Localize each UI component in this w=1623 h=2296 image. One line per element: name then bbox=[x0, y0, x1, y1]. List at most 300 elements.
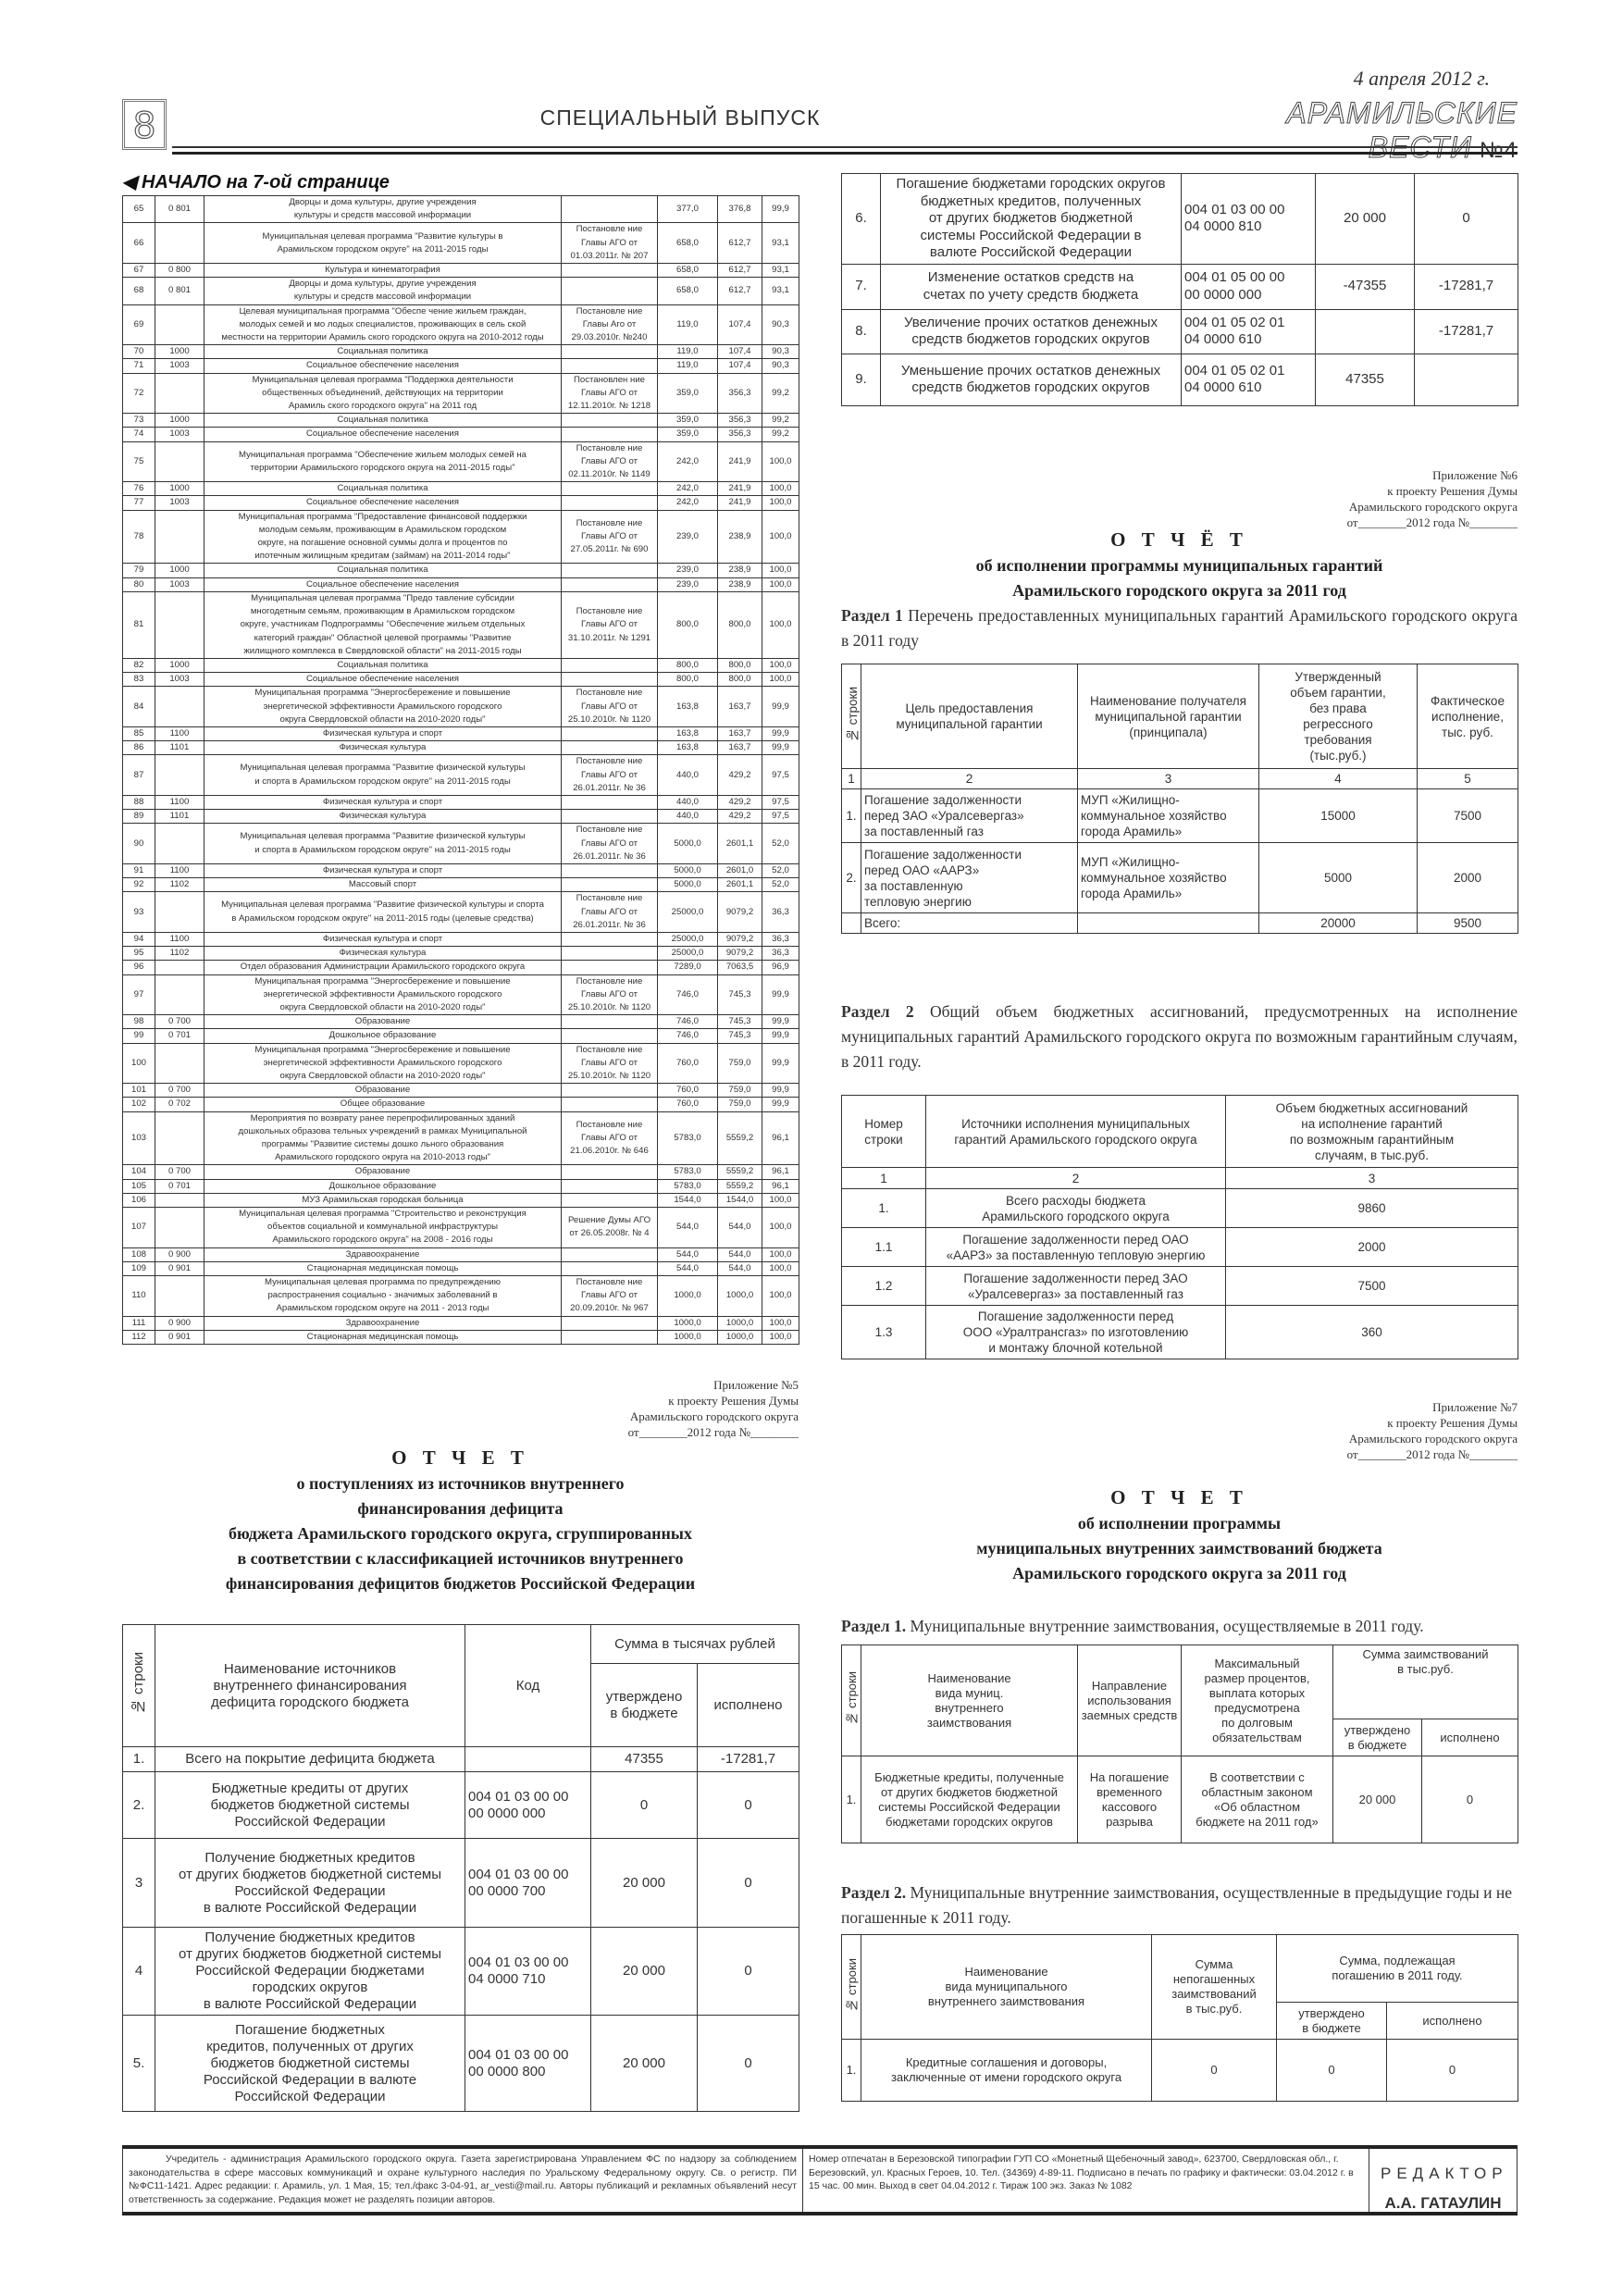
table-cell: Постановле ние Главы АГО от 26.01.2011г. № 36 bbox=[562, 892, 658, 933]
table-cell: 20 000 bbox=[1316, 174, 1415, 265]
table-cell bbox=[155, 591, 204, 658]
table-cell: 746,0 bbox=[658, 1015, 718, 1029]
table-cell: 100,0 bbox=[762, 564, 799, 577]
table-cell: 1. bbox=[842, 2040, 861, 2102]
table-cell bbox=[155, 974, 204, 1015]
table-cell: 5000 bbox=[1259, 843, 1418, 913]
table-cell: -17281,7 bbox=[698, 1747, 799, 1772]
table-cell: Физическая культура bbox=[204, 947, 562, 961]
table-cell: 0 bbox=[1277, 2040, 1387, 2102]
table-cell: 2000 bbox=[1418, 843, 1518, 913]
table-cell: Уменьшение прочих остатков денежных средств бюджетов городских округов bbox=[881, 354, 1182, 405]
section-label: Раздел 1. bbox=[841, 1617, 907, 1635]
table-cell: Дворцы и дома культуры, другие учреждения культуры и средств массовой информации bbox=[204, 278, 562, 304]
table-cell: 1003 bbox=[155, 428, 204, 441]
table-cell bbox=[155, 1276, 204, 1317]
table-cell: Муниципальная целевая программа "Строительство и реконструкция объектов социальной и коммунальной инфраструктуры Арамильского городского округа" на 2008 - 2016 годы bbox=[204, 1208, 562, 1248]
table-cell: Постановле ние Главы Аго от 29.03.2010г. №240 bbox=[562, 304, 658, 345]
expenditure-row bbox=[123, 932, 799, 946]
header-row-no: Номер строки bbox=[842, 1096, 926, 1168]
header-code: Код bbox=[465, 1625, 591, 1747]
table-cell: 109 bbox=[123, 1261, 155, 1275]
guarantee-row bbox=[842, 843, 1518, 913]
table-cell: 1000,0 bbox=[658, 1330, 718, 1344]
section-label: Раздел 2. bbox=[841, 1883, 907, 1902]
table-cell: Постановле ние Главы АГО от 21.06.2010г. № 646 bbox=[562, 1111, 658, 1165]
header-direction: Направление использования заемных средств bbox=[1078, 1645, 1182, 1756]
table-cell: 1003 bbox=[155, 359, 204, 373]
table-cell: 1000,0 bbox=[658, 1316, 718, 1330]
table-cell: 72 bbox=[123, 373, 155, 414]
table-cell: 0 bbox=[1387, 2040, 1518, 2102]
table-cell: 119,0 bbox=[658, 345, 718, 359]
table-cell: Социальная политика bbox=[204, 345, 562, 359]
table-cell: 612,7 bbox=[718, 264, 762, 278]
table-cell: 356,3 bbox=[718, 428, 762, 441]
table-cell: 238,9 bbox=[718, 564, 762, 577]
table-cell: Увеличение прочих остатков денежных средств бюджетов городских округов bbox=[881, 309, 1182, 354]
expenditure-row bbox=[123, 892, 799, 933]
table-cell: Получение бюджетных кредитов от других бюджетов бюджетной системы Российской Федерации в валюте Российской Федерации bbox=[155, 1839, 465, 1928]
table-cell: 242,0 bbox=[658, 482, 718, 496]
guarantee-row bbox=[842, 789, 1518, 843]
table-cell: 1000 bbox=[155, 658, 204, 672]
table-cell: 5559,2 bbox=[718, 1179, 762, 1193]
table-cell: МУП «Жилищно- коммунальное хозяйство города Арамиль» bbox=[1078, 789, 1259, 843]
table-cell: 99,9 bbox=[762, 1098, 799, 1111]
borrowings-section2-text bbox=[841, 1880, 1518, 1930]
header-executed: исполнено bbox=[1422, 1719, 1518, 1756]
table-cell: 7289,0 bbox=[658, 961, 718, 974]
table-cell: 47355 bbox=[591, 1747, 698, 1772]
expenditure-row bbox=[123, 591, 799, 658]
table-cell: 95 bbox=[123, 947, 155, 961]
table-cell: 0 801 bbox=[155, 278, 204, 304]
table-cell: 99,9 bbox=[762, 1043, 799, 1084]
table-cell: 241,9 bbox=[718, 496, 762, 510]
table-cell: Муниципальная программа "Энергосбережение и повышение энергетической эффективности Арамильского городского округа Свердловской области на 2010-2020 годы" bbox=[204, 687, 562, 727]
table-cell bbox=[562, 1261, 658, 1275]
table-cell: Решение Думы АГО от 26.05.2008г. № 4 bbox=[562, 1208, 658, 1248]
table-cell: 119,0 bbox=[658, 304, 718, 345]
table-cell: 238,9 bbox=[718, 577, 762, 591]
appendix-line: от________2012 года №________ bbox=[1346, 515, 1518, 529]
table-cell: Дошкольное образование bbox=[204, 1029, 562, 1043]
table-cell: 89 bbox=[123, 810, 155, 824]
borrowings-section1-text bbox=[841, 1614, 1518, 1639]
editor-label: РЕДАКТОР bbox=[1381, 2165, 1508, 2182]
table-cell: 544,0 bbox=[658, 1208, 718, 1248]
table-cell: 52,0 bbox=[762, 878, 799, 892]
table-cell: Муниципальная программа "Предоставление финансовой поддержки молодым семьям, проживающим в Арамильском городском округе, на погашение основной суммы долга и процентов по ипотечным жилищным кредитам (займам) на 2011-2014 годы" bbox=[204, 510, 562, 564]
expenditure-row bbox=[123, 577, 799, 591]
table-cell: 5783,0 bbox=[658, 1165, 718, 1179]
table-cell: 100,0 bbox=[762, 591, 799, 658]
table-cell: 0 700 bbox=[155, 1015, 204, 1029]
expenditure-row bbox=[123, 482, 799, 496]
table-cell: 90,3 bbox=[762, 345, 799, 359]
table-cell: 90,3 bbox=[762, 304, 799, 345]
table-cell: 97,5 bbox=[762, 755, 799, 796]
expenditure-row bbox=[123, 564, 799, 577]
table-cell: 5000,0 bbox=[658, 878, 718, 892]
table-cell bbox=[562, 1316, 658, 1330]
expenditure-row bbox=[123, 278, 799, 304]
expenditure-row bbox=[123, 428, 799, 441]
table-cell: 0 bbox=[591, 1772, 698, 1839]
table-cell: 100,0 bbox=[762, 658, 799, 672]
table-cell: 239,0 bbox=[658, 510, 718, 564]
table-cell: 800,0 bbox=[718, 658, 762, 672]
table-cell: 004 01 05 02 01 04 0000 610 bbox=[1182, 309, 1316, 354]
table-cell: 91 bbox=[123, 863, 155, 877]
table-cell bbox=[562, 726, 658, 740]
table-cell: 800,0 bbox=[658, 591, 718, 658]
table-cell: 107,4 bbox=[718, 359, 762, 373]
report-subtitle: в соответствии с классификацией источников внутреннего bbox=[237, 1549, 684, 1568]
header-actual: Фактическое исполнение, тыс. руб. bbox=[1418, 664, 1518, 769]
table-cell: 88 bbox=[123, 795, 155, 809]
table-cell: 103 bbox=[123, 1111, 155, 1165]
table-cell: На погашение временного кассового разрыва bbox=[1078, 1756, 1182, 1843]
table-cell: 759,0 bbox=[718, 1043, 762, 1084]
table-cell: 004 01 03 00 00 00 0000 800 bbox=[465, 2016, 591, 2112]
table-cell: 004 01 03 00 00 04 0000 710 bbox=[465, 1928, 591, 2016]
table-cell: Изменение остатков средств на счетах по учету средств бюджета bbox=[881, 264, 1182, 309]
table-cell: 1100 bbox=[155, 726, 204, 740]
table-cell: 5559,2 bbox=[718, 1165, 762, 1179]
table-cell: 544,0 bbox=[718, 1247, 762, 1261]
expenditure-row bbox=[123, 974, 799, 1015]
table-cell: Муниципальная программа "Энергосбережение и повышение энергетической эффективности Арамильского городского округа Свердловской области на 2010-2020 годы" bbox=[204, 974, 562, 1015]
table-cell: 004 01 05 00 00 00 0000 000 bbox=[1182, 264, 1316, 309]
appropriation-row bbox=[842, 1189, 1518, 1228]
table-cell: 1000 bbox=[155, 345, 204, 359]
table-cell: 0 702 bbox=[155, 1098, 204, 1111]
deficit-row bbox=[842, 264, 1518, 309]
col-number: 1 bbox=[842, 1168, 926, 1189]
table-cell bbox=[155, 824, 204, 864]
section-text: Муниципальные внутренние заимствования, осуществленные в предыдущие годы и не погашенные к 2011 году. bbox=[841, 1883, 1513, 1927]
table-cell: Социальное обеспечение населения bbox=[204, 673, 562, 687]
table-cell: 107 bbox=[123, 1208, 155, 1248]
table-cell: 99 bbox=[123, 1029, 155, 1043]
issue-date: 4 апреля 2012 г. bbox=[1353, 67, 1490, 90]
table-cell: 2601,0 bbox=[718, 863, 762, 877]
table-cell bbox=[155, 892, 204, 933]
header-row-no: № строки bbox=[842, 664, 861, 769]
table-cell: 96,9 bbox=[762, 961, 799, 974]
table-cell: 658,0 bbox=[658, 264, 718, 278]
expenditure-row bbox=[123, 1111, 799, 1165]
appendix5-note bbox=[481, 1377, 799, 1440]
table-cell: 239,0 bbox=[658, 564, 718, 577]
guarantees-section1-text bbox=[841, 603, 1518, 653]
newspaper-name: АРАМИЛЬСКИЕ ВЕСТИ bbox=[1286, 96, 1518, 164]
table-cell: 2. bbox=[123, 1772, 155, 1839]
header-row-no: № строки bbox=[842, 1645, 861, 1756]
table-cell: 86 bbox=[123, 741, 155, 755]
table-cell bbox=[562, 863, 658, 877]
table-cell: 1100 bbox=[155, 795, 204, 809]
table-cell: 111 bbox=[123, 1316, 155, 1330]
header-executed: исполнено bbox=[1387, 2003, 1518, 2040]
table-cell: 544,0 bbox=[658, 1247, 718, 1261]
table-cell: 96,1 bbox=[762, 1179, 799, 1193]
expenditure-row bbox=[123, 1193, 799, 1207]
table-cell: 7. bbox=[842, 264, 881, 309]
publisher-info: Учредитель - администрация Арамильского городского округа. Газета зарегистрирована Управлением ФС по надзору за соблюдением законодательства в сфере массовых коммуникаций и охране культурного наследия по Уральскому Федеральному округу. Св. о регистр. ПИ №ФС11-1421. Адрес редакции: г. Арамиль, ул. 1 Мая, 15; тел./факс 3-04-91, ar_vesti@mail.ru. Авторы публикаций и рекламных объявлений несут ответственность за содержание. Редакция может не разделять позиции авторов. bbox=[122, 2149, 803, 2212]
table-cell: 99,9 bbox=[762, 196, 799, 223]
table-cell: 7063,5 bbox=[718, 961, 762, 974]
table-cell: Физическая культура и спорт bbox=[204, 932, 562, 946]
deficit-row bbox=[123, 1747, 799, 1772]
table-cell: 36,3 bbox=[762, 932, 799, 946]
table-cell: 0 bbox=[698, 1772, 799, 1839]
appendix-line: Арамильского городского округа bbox=[629, 1409, 799, 1423]
table-cell bbox=[562, 658, 658, 672]
expenditure-row bbox=[123, 304, 799, 345]
table-cell: Постановле ние Главы АГО от 26.01.2011г. № 36 bbox=[562, 824, 658, 864]
table-cell: Всего расходы бюджета Арамильского городского округа bbox=[926, 1189, 1226, 1228]
col-number: 3 bbox=[1226, 1168, 1518, 1189]
table-cell bbox=[1316, 309, 1415, 354]
table-cell: 760,0 bbox=[658, 1084, 718, 1098]
table-cell: Социальная политика bbox=[204, 564, 562, 577]
table-cell: 0 700 bbox=[155, 1084, 204, 1098]
table-cell: 119,0 bbox=[658, 359, 718, 373]
table-cell: 99,9 bbox=[762, 1029, 799, 1043]
table-cell: 107,4 bbox=[718, 304, 762, 345]
table-cell bbox=[1078, 913, 1259, 934]
table-cell: 99,9 bbox=[762, 1015, 799, 1029]
table-cell: 106 bbox=[123, 1193, 155, 1207]
table-cell: 81 bbox=[123, 591, 155, 658]
table-cell: 429,2 bbox=[718, 755, 762, 796]
table-cell: 544,0 bbox=[718, 1261, 762, 1275]
table-cell: Погашение задолженности перед ОАО «ААРЗ» за поставленную тепловую энергию bbox=[926, 1228, 1226, 1267]
expenditure-row bbox=[123, 1029, 799, 1043]
table-cell bbox=[562, 264, 658, 278]
col-number: 4 bbox=[1259, 769, 1418, 789]
col-number: 5 bbox=[1418, 769, 1518, 789]
table-cell: 69 bbox=[123, 304, 155, 345]
table-cell: 612,7 bbox=[718, 278, 762, 304]
table-cell: Образование bbox=[204, 1165, 562, 1179]
table-cell: 4 bbox=[123, 1928, 155, 2016]
table-cell: 73 bbox=[123, 414, 155, 428]
deficit-row bbox=[123, 1928, 799, 2016]
table-cell: Муниципальная целевая программа "Предо тавление субсидии многодетным семьям, проживающим в Арамильском городском округе, участникам Подпрограммы "Обеспечение жильем отдельных категорий граждан" Областной целевой программы "Развитие жилищного комплекса в Свердловской области" на 2011-2015 годы bbox=[204, 591, 562, 658]
table-cell: 1003 bbox=[155, 577, 204, 591]
table-cell: 3 bbox=[123, 1839, 155, 1928]
table-cell bbox=[155, 755, 204, 796]
table-cell: Постановле ние Главы АГО от 31.10.2011г. № 1291 bbox=[562, 591, 658, 658]
expenditure-row bbox=[123, 264, 799, 278]
table-cell: 1100 bbox=[155, 863, 204, 877]
section-text: Муниципальные внутренние заимствования, осуществляемые в 2011 году. bbox=[906, 1617, 1424, 1635]
table-cell: 77 bbox=[123, 496, 155, 510]
expenditure-row bbox=[123, 1165, 799, 1179]
expenditure-row bbox=[123, 1015, 799, 1029]
appropriation-row bbox=[842, 1228, 1518, 1267]
table-cell bbox=[562, 741, 658, 755]
header-approved: утверждено в бюджете bbox=[1333, 1719, 1422, 1756]
table-cell: -17281,7 bbox=[1415, 264, 1518, 309]
table-cell: 20 000 bbox=[591, 1928, 698, 2016]
table-cell bbox=[562, 428, 658, 441]
table-cell: 100,0 bbox=[762, 1330, 799, 1344]
header-name: Наименование вида муниц. внутреннего заимствования bbox=[861, 1645, 1078, 1756]
table-cell: 100,0 bbox=[762, 510, 799, 564]
table-cell bbox=[562, 496, 658, 510]
header-executed: исполнено bbox=[698, 1664, 799, 1747]
table-cell: 658,0 bbox=[658, 223, 718, 264]
table-cell: 87 bbox=[123, 755, 155, 796]
header-sum: Сумма в тысячах рублей bbox=[591, 1625, 799, 1664]
expenditure-row bbox=[123, 741, 799, 755]
table-cell: 98 bbox=[123, 1015, 155, 1029]
table-cell: Мероприятия по возврату ранее перепрофилированных зданий дошкольных образова тельных учреждений в рамках Муниципальной программы "Развитие системы дошко льного образования Арамильского городского округа на 2010-2013 годы" bbox=[204, 1111, 562, 1165]
table-cell bbox=[155, 1111, 204, 1165]
table-cell: 5000,0 bbox=[658, 824, 718, 864]
header-recipient: Наименование получателя муниципальной гарантии (принципала) bbox=[1078, 664, 1259, 769]
table-cell: Физическая культура bbox=[204, 810, 562, 824]
table-cell: 99,9 bbox=[762, 687, 799, 727]
table-cell: 36,3 bbox=[762, 947, 799, 961]
table-cell: 97,5 bbox=[762, 810, 799, 824]
table-cell bbox=[562, 932, 658, 946]
table-cell: 1003 bbox=[155, 673, 204, 687]
header-name: Наименование источников внутреннего финансирования дефицита городского бюджета bbox=[155, 1625, 465, 1747]
outstanding-borrowings-table bbox=[841, 1934, 1518, 2102]
table-cell: 163,7 bbox=[718, 687, 762, 727]
section-label: Раздел 2 bbox=[841, 1002, 914, 1021]
table-cell: -47355 bbox=[1316, 264, 1415, 309]
table-cell: 0 bbox=[1152, 2040, 1277, 2102]
report-subtitle: муниципальных внутренних заимствований бюджета bbox=[976, 1539, 1382, 1558]
table-cell: 1544,0 bbox=[718, 1193, 762, 1207]
program-expenditure-table bbox=[122, 195, 799, 1345]
table-cell bbox=[562, 564, 658, 577]
table-cell: Погашение бюджетами городских округов бюджетных кредитов, полученных от других бюджетов бюджетной системы Российской Федерации в валюте Российской Федерации bbox=[881, 174, 1182, 265]
table-cell: 5000,0 bbox=[658, 863, 718, 877]
table-cell: 1. bbox=[842, 789, 861, 843]
expenditure-row bbox=[123, 1261, 799, 1275]
table-cell bbox=[562, 196, 658, 223]
table-cell bbox=[155, 687, 204, 727]
table-cell: 99,2 bbox=[762, 428, 799, 441]
table-cell: 1000 bbox=[155, 482, 204, 496]
table-cell: 8. bbox=[842, 309, 881, 354]
table-cell: 800,0 bbox=[658, 658, 718, 672]
table-cell: 242,0 bbox=[658, 496, 718, 510]
table-cell: 800,0 bbox=[718, 673, 762, 687]
table-cell: 9860 bbox=[1226, 1189, 1518, 1228]
table-cell: 0 700 bbox=[155, 1165, 204, 1179]
table-cell: 5783,0 bbox=[658, 1179, 718, 1193]
table-cell: Стационарная медицинская помощь bbox=[204, 1330, 562, 1344]
table-cell: 760,0 bbox=[658, 1043, 718, 1084]
table-cell: 99,2 bbox=[762, 414, 799, 428]
expenditure-row bbox=[123, 510, 799, 564]
table-cell: 1.2 bbox=[842, 1267, 926, 1306]
table-cell bbox=[562, 482, 658, 496]
table-cell: 0 bbox=[1422, 1756, 1518, 1843]
deficit-row bbox=[842, 174, 1518, 265]
borrowings-table bbox=[841, 1644, 1518, 1843]
table-cell: 1101 bbox=[155, 741, 204, 755]
table-cell: 93,1 bbox=[762, 223, 799, 264]
table-cell: 356,3 bbox=[718, 373, 762, 414]
table-cell bbox=[562, 961, 658, 974]
table-cell: Погашение бюджетных кредитов, полученных от других бюджетов бюджетной системы Российской Федерации в валюте Российской Федерации bbox=[155, 2016, 465, 2112]
table-cell: 6. bbox=[842, 174, 881, 265]
deficit-sources-table bbox=[122, 1624, 799, 2112]
table-cell bbox=[562, 673, 658, 687]
table-cell: 746,0 bbox=[658, 1029, 718, 1043]
table-cell bbox=[155, 441, 204, 482]
expenditure-row bbox=[123, 810, 799, 824]
expenditure-row bbox=[123, 414, 799, 428]
table-cell: Дворцы и дома культуры, другие учреждения культуры и средств массовой информации bbox=[204, 196, 562, 223]
table-cell: 004 01 03 00 00 00 0000 000 bbox=[465, 1772, 591, 1839]
guarantee-appropriations-table bbox=[841, 1095, 1518, 1359]
table-cell: 93,1 bbox=[762, 278, 799, 304]
table-cell: Целевая муниципальная программа "Обеспе чение жильем граждан, молодых семей и мо лодых специалистов, проживающих в сель ской местности на территории Арамиль ского городского округа на 2010-2012 годы bbox=[204, 304, 562, 345]
table-cell: 745,3 bbox=[718, 1029, 762, 1043]
table-cell: 71 bbox=[123, 359, 155, 373]
expenditure-row bbox=[123, 1247, 799, 1261]
report-subtitle: финансирования дефицитов бюджетов Российской Федерации bbox=[225, 1574, 696, 1593]
table-cell: 66 bbox=[123, 223, 155, 264]
table-cell: Муниципальная целевая программа по предупреждению распространения социально - значимых заболеваний в Арамильском городском округе на 2011 - 2013 годы bbox=[204, 1276, 562, 1317]
deficit-row bbox=[123, 2016, 799, 2112]
table-cell: 1544,0 bbox=[658, 1193, 718, 1207]
table-cell: Постановле ние Главы АГО от 25.10.2010г. № 1120 bbox=[562, 1043, 658, 1084]
table-cell: Стационарная медицинская помощь bbox=[204, 1261, 562, 1275]
header-unpaid: Сумма непогашенных заимствований в тыс.руб. bbox=[1152, 1935, 1277, 2040]
table-cell: 99,9 bbox=[762, 1084, 799, 1098]
table-cell: 100,0 bbox=[762, 482, 799, 496]
table-cell: Погашение задолженности перед ОАО «ААРЗ» за поставленную тепловую энергию bbox=[861, 843, 1078, 913]
expenditure-row bbox=[123, 1084, 799, 1098]
table-cell bbox=[562, 1165, 658, 1179]
table-cell: Социальное обеспечение населения bbox=[204, 428, 562, 441]
report-subtitle: Арамильского городского округа за 2011 год bbox=[1012, 1564, 1346, 1582]
expenditure-row bbox=[123, 441, 799, 482]
col-number: 2 bbox=[861, 769, 1078, 789]
section-text: Общий объем бюджетных ассигнований, предусмотренных на исполнение муниципальных гарантий Арамильского городского округа по возможным гарантийным случаям, в 2011 году. bbox=[841, 1002, 1518, 1071]
table-cell: МУП «Жилищно- коммунальное хозяйство города Арамиль» bbox=[1078, 843, 1259, 913]
table-cell: 97,5 bbox=[762, 795, 799, 809]
table-cell bbox=[562, 1330, 658, 1344]
col-number: 1 bbox=[842, 769, 861, 789]
table-cell: 242,0 bbox=[658, 441, 718, 482]
table-cell: Погашение задолженности перед ООО «Уралтрансгаз» по изготовлению и монтажу блочной котельной bbox=[926, 1306, 1226, 1359]
table-cell: 544,0 bbox=[658, 1261, 718, 1275]
table-cell: Постановле ние Главы АГО от 26.01.2011г. № 36 bbox=[562, 755, 658, 796]
table-cell bbox=[155, 1043, 204, 1084]
table-cell: Постановле ние Главы АГО от 01.03.2011г. № 207 bbox=[562, 223, 658, 264]
appendix7-heading bbox=[841, 1483, 1518, 1586]
table-cell: Муниципальная целевая программа "Развитие физической культуры и спорта в Арамильском городском округе" на 2011-2015 годы bbox=[204, 755, 562, 796]
table-cell: 239,0 bbox=[658, 577, 718, 591]
table-cell: 7500 bbox=[1226, 1267, 1518, 1306]
table-cell: 1102 bbox=[155, 947, 204, 961]
table-cell: 100,0 bbox=[762, 1193, 799, 1207]
table-cell: 20 000 bbox=[591, 2016, 698, 2112]
